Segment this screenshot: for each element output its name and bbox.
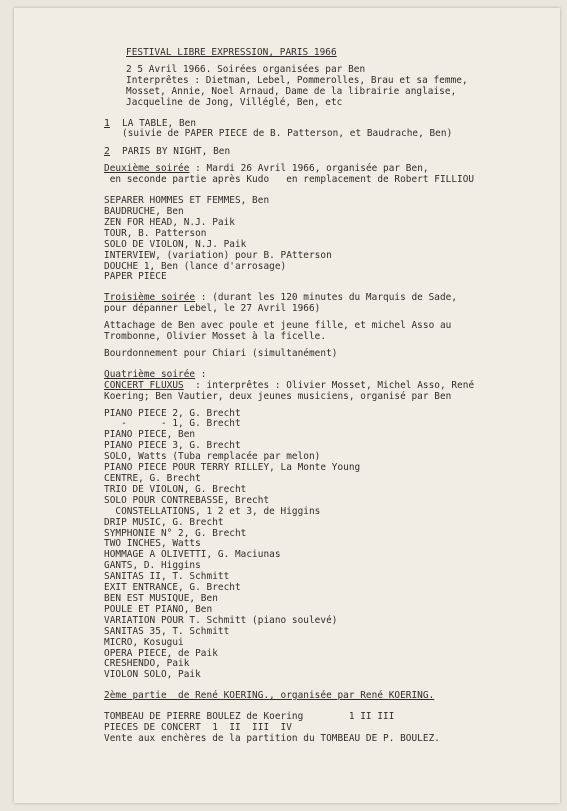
third-evening-title: Troisième soirée xyxy=(104,292,196,304)
fourth-evening-colon: : xyxy=(195,368,207,380)
program-item: PIANO PIECE, Ben xyxy=(104,429,196,441)
program-item: SANITAS 35, T. Schmitt xyxy=(104,625,230,637)
program-item: CENTRE, G. Brecht xyxy=(104,473,201,484)
program-item: DRIP MUSIC, G. Brecht xyxy=(104,516,224,528)
program-item: SOLO POUR CONTREBASSE, Brecht xyxy=(104,494,270,506)
program-item: BEN EST MUSIQUE, Ben xyxy=(104,592,218,604)
intro-line: Mosset, Annie, Noel Arnaud, Dame de la librairie anglaise, xyxy=(126,85,457,97)
second-part-heading: 2ème partie de René KOERING., organisée par René KOERING. xyxy=(104,690,435,702)
fourth-evening-list xyxy=(104,409,554,682)
second-part-list xyxy=(104,712,554,745)
third-evening-description xyxy=(104,321,554,343)
program-item: TOMBEAU DE PIERRE BOULEZ de Koering 1 II III xyxy=(104,711,395,723)
program-item: GANTS, D. Higgins xyxy=(104,560,201,572)
second-evening-list xyxy=(104,196,554,283)
document-body xyxy=(104,48,554,745)
program-line: PARIS BY NIGHT, Ben xyxy=(122,146,231,158)
program-item: VIOLON SOLO, Paik xyxy=(104,669,201,681)
concert-performers: : interprêtes : Olivier Mosset, Michel Asso, René xyxy=(183,379,475,391)
intro-line: Jacqueline de Jong, Villéglé, Ben, etc xyxy=(126,96,343,108)
concert-label: CONCERT FLUXUS xyxy=(104,379,184,391)
item-number: 1 xyxy=(104,117,110,129)
program-item: PIECES DE CONCERT 1 II III IV xyxy=(104,722,292,734)
program-item: SEPARER HOMMES ET FEMMES, Ben xyxy=(104,195,270,207)
numbered-program-item xyxy=(104,117,554,141)
concert-line2: Koering; Ben Vautier, deux jeunes musiciens, organisé par Ben xyxy=(104,390,452,402)
program-item: POULE ET PIANO, Ben xyxy=(104,603,213,615)
third-evening-date: : (durant les 120 minutes du Marquis de Sade, xyxy=(195,292,458,304)
program-item: CONSTELLATIONS, 1 2 et 3, de Higgins xyxy=(104,505,321,517)
program-item: SOLO DE VIOLON, N.J. Paik xyxy=(104,238,247,250)
program-item: OPERA PIECE, de Paik xyxy=(104,647,218,659)
description-line: Attachage de Ben avec poule et jeune fille, et michel Asso au xyxy=(104,320,452,332)
intro-block xyxy=(126,65,554,109)
document-title: FESTIVAL LIBRE EXPRESSION, PARIS 1966 xyxy=(126,47,337,58)
program-item: VARIATION POUR T. Schmitt (piano soulevé) xyxy=(104,614,338,626)
program-item: PIANO PIECE 2, G. Brecht xyxy=(104,407,241,419)
program-item: HOMMAGE A OLIVETTI, G. Maciunas xyxy=(104,549,281,561)
program-item: PIANO PIECE 3, G. Brecht xyxy=(104,440,241,452)
program-item: TWO INCHES, Watts xyxy=(104,538,201,550)
second-evening-title: Deuxième soirée xyxy=(104,163,190,175)
program-item: TOUR, B. Patterson xyxy=(104,227,207,239)
program-item: SYMPHONIE N° 2, G. Brecht xyxy=(104,527,247,539)
intro-line: Interprêtes : Dietman, Lebel, Pommerolles, Brau et sa femme, xyxy=(126,74,468,86)
program-item: MICRO, Kosugui xyxy=(104,636,184,648)
intro-line: 2 5 Avril 1966. Soirées organisées par Ben xyxy=(126,63,366,75)
document-page xyxy=(14,8,560,803)
program-item: ZEN FOR HEAD, N.J. Paik xyxy=(104,216,235,228)
program-line: LA TABLE, Ben xyxy=(122,117,197,129)
program-item: TRIO DE VIOLON, G. Brecht xyxy=(104,483,247,495)
first-program-list xyxy=(104,117,554,159)
description-line: Trombonne, Olivier Mosset à la ficelle. xyxy=(104,331,327,343)
third-evening-note: Bourdonnement pour Chiari (simultanément) xyxy=(104,347,338,359)
program-item: EXIT ENTRANCE, G. Brecht xyxy=(104,582,241,594)
program-line: (suivie de PAPER PIECE de B. Patterson, et Baudrache, Ben) xyxy=(122,128,453,140)
program-item: SOLO, Watts (Tuba remplacée par melon) xyxy=(104,451,321,463)
fourth-evening-title: Quatrième soirée xyxy=(104,368,196,380)
numbered-program-item xyxy=(104,146,554,158)
third-evening-line2: pour dépanner Lebel, le 27 Avril 1966) xyxy=(104,303,321,315)
program-item: BAUDRUCHE, Ben xyxy=(104,205,184,217)
program-item: INTERVIEW, (variation) pour B. PAtterson xyxy=(104,249,332,261)
program-item: CRESHENDO, Paik xyxy=(104,658,190,670)
program-item: SANITAS II, T. Schmitt xyxy=(104,571,230,583)
program-item: DOUCHE 1, Ben (lance d'arrosage) xyxy=(104,260,287,272)
second-evening-sub: en seconde partie après Kudo en remplacement de Robert FILLIOU xyxy=(104,174,475,186)
program-item: Vente aux enchères de la partition du TOMBEAU DE P. BOULEZ. xyxy=(104,732,440,744)
program-item: PAPER PIECE xyxy=(104,271,167,283)
item-number: 2 xyxy=(104,146,110,158)
program-item: - - 1, G. Brecht xyxy=(104,418,241,430)
program-item: PIANO PIECE POUR TERRY RILLEY, La Monte Young xyxy=(104,462,361,474)
second-evening-date: : Mardi 26 Avril 1966, organisée par Ben, xyxy=(189,163,429,175)
